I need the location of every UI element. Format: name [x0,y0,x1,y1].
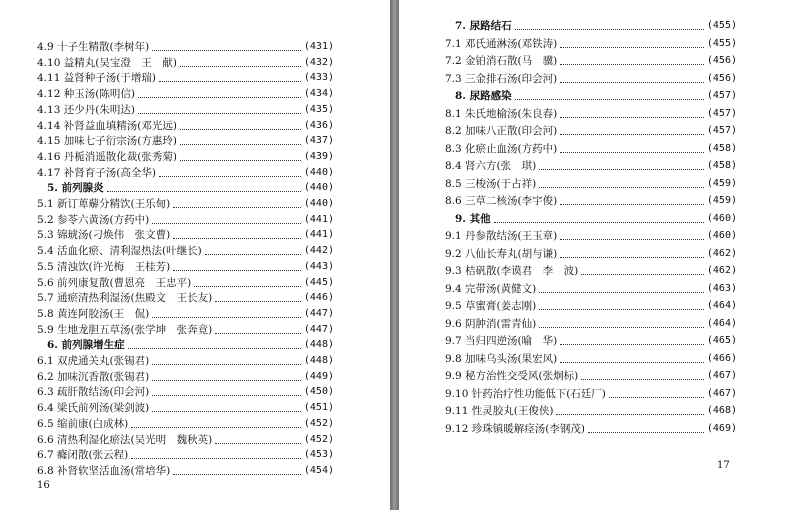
dot-leader [173,237,301,239]
toc-entry [445,192,737,210]
toc-entry-title: 8.6 三草二核汤(李宇俊) [445,195,558,207]
toc-entry-page: (447) [303,307,334,319]
dot-leader [131,457,301,459]
toc-entry-page: (451) [303,402,334,414]
dot-leader [152,49,301,51]
toc-right [399,0,793,510]
dot-leader [152,363,301,365]
toc-entry-page: (464) [706,317,737,329]
dot-leader [173,269,301,271]
dot-leader [180,65,301,67]
toc-left [0,0,390,510]
dot-leader [131,426,301,428]
toc-entry-page: (449) [303,370,334,382]
toc-entry-title: 5.9 生地龙胆五草汤(张学坤 张奔竟) [37,323,213,336]
toc-entry [445,35,737,53]
toc-entry [445,385,737,403]
toc-entry-page: (465) [706,335,737,346]
toc-entry-page: (460) [706,212,737,224]
toc-entry-title: 6.2 加味沉香散(张锡君) [37,370,150,383]
toc-entry-page: (434) [303,88,334,100]
toc-entry-title: 4.16 丹栀消遥散化裁(张秀菊) [37,150,177,163]
toc-entry-title: 5.4 活血化瘀、清利湿热法(叶继长) [37,245,202,258]
toc-entry [445,70,737,88]
dot-leader [581,378,704,380]
toc-entry-page: (457) [706,125,737,136]
toc-entry-page: (435) [303,103,334,115]
toc-entry-title: 4.9 十子生精散(李树年) [37,41,150,53]
toc-entry-title: 8.2 加味八正散(印会河) [445,125,558,137]
toc-entry-title: 7.2 金铂消石散(马 骥) [445,55,558,67]
toc-entry-title: 9.10 针药治疗性功能低下(石廷厂) [445,387,606,400]
toc-entry-page: (452) [303,433,334,445]
dot-leader [152,410,301,412]
toc-entry-title: 4.11 益肾种子汤(于增瑞) [37,72,156,85]
toc-entry-title: 6.5 缩前康(白成林) [37,417,129,430]
dot-leader [560,46,704,48]
toc-entry-title: 9.3 桔矾散(李谟君 李 波) [445,265,579,277]
dot-leader [180,143,301,145]
toc-entry-title: 9.5 草蜜膏(姜志刚) [445,300,537,312]
toc-entry-page: (458) [706,160,737,171]
toc-entry-page: (468) [706,405,737,416]
toc-entry-title: 8. 尿路感染 [455,90,512,102]
toc-entry-page: (466) [706,352,737,364]
toc-entry [445,245,737,263]
toc-entry-page: (455) [706,20,737,31]
dot-leader [560,361,704,363]
toc-entry [37,462,334,480]
toc-entry-title: 5.1 新订萆薢分精饮(王乐甸) [37,198,171,210]
toc-entry-page: (446) [303,292,334,304]
toc-entry-page: (467) [706,387,737,399]
toc-entry-title: 5.5 清浊饮(许光梅 王桂芳) [37,260,171,273]
dot-leader [556,413,703,415]
toc-entry-title: 5.2 参苓六黄汤(方药中) [37,213,150,226]
dot-leader [152,394,301,396]
dot-leader [152,222,301,224]
toc-entry-title: 8.3 化瘀止血汤(方药中) [445,142,558,155]
toc-entry-page: (459) [706,195,737,206]
toc-entry [445,140,737,158]
page-number-right: 17 [717,460,730,471]
toc-entry-page: (469) [706,422,737,434]
dot-leader [205,253,301,255]
toc-entry-title: 5.7 通瘀清热利湿汤(焦殿文 王长友) [37,292,213,305]
dot-leader [494,221,704,223]
toc-entry-title: 4.10 益精丸(吴宝澄 王 献) [37,56,177,69]
dot-leader [588,431,704,433]
dot-leader [539,326,704,328]
dot-leader [560,343,704,345]
toc-entry-page: (454) [303,464,334,476]
toc-entry [445,262,737,280]
toc-entry-title: 6.3 疏肝散结汤(印会河) [37,386,150,399]
toc-entry-page: (462) [706,265,737,276]
toc-entry-page: (467) [706,370,737,381]
toc-entry-page: (432) [303,56,334,68]
dot-leader [560,256,704,258]
toc-entry-page: (440) [303,182,334,194]
toc-entry-title: 8.1 朱氏地榆汤(朱良春) [445,107,558,120]
toc-entry-title: 6.6 清热利湿化瘀法(吴光明 魏秋英) [37,433,213,446]
toc-entry [445,350,737,368]
toc-entry [445,52,737,70]
toc-entry-title: 8.5 三梭汤(于占祥) [445,177,537,190]
dot-leader [560,151,704,153]
toc-entry-title: 9. 其他 [455,212,491,225]
toc-entry-page: (458) [706,142,737,154]
toc-entry-title: 7.3 三金排石汤(印会河) [445,72,558,85]
toc-entry-page: (448) [303,355,334,366]
dot-leader [539,186,704,188]
toc-entry-title: 5. 前列腺炎 [47,182,104,195]
toc-entry-title: 8.4 肾六方(张 琪) [445,160,537,172]
toc-entry-title: 9.1 丹参散结汤(王玉章) [445,230,558,242]
dot-leader [194,285,301,287]
toc-entry-title: 6.8 补肾软坚活血汤(常培华) [37,464,171,477]
toc-entry [445,122,737,140]
toc-entry-title: 4.14 补肾益血填精汤(邓光远) [37,119,177,132]
right-page [399,0,793,510]
toc-entry-page: (439) [303,150,334,162]
toc-entry-title: 9.11 性灵胶丸(王俊侠) [445,405,554,417]
dot-leader [560,203,704,205]
dot-leader [180,128,301,130]
toc-entry-page: (431) [303,41,334,52]
toc-entry-title: 4.13 还少丹(朱明达) [37,103,135,116]
toc-entry-page: (450) [303,386,334,398]
toc-section-heading [455,87,737,105]
toc-entry-page: (441) [303,213,334,225]
toc-entry-page: (463) [706,282,737,294]
dot-leader [539,291,704,293]
toc-entry [445,297,737,315]
dot-leader [560,238,704,240]
toc-entry-page: (460) [706,230,737,241]
toc-entry-title: 9.7 当归四逆汤(喻 华) [445,335,558,347]
dot-leader [560,133,704,135]
dot-leader [152,316,301,318]
dot-leader [539,168,704,170]
dot-leader [215,332,301,334]
toc-entry-page: (452) [303,417,334,429]
toc-entry-page: (436) [303,119,334,131]
dot-leader [152,379,301,381]
dot-leader [560,116,704,118]
toc-entry [445,402,737,420]
toc-entry-page: (445) [303,276,334,288]
toc-entry [445,367,737,385]
toc-entry-title: 9.2 八仙长寿丸(胡与谦) [445,247,558,260]
toc-entry [445,332,737,350]
toc-entry-page: (462) [706,247,737,259]
dot-leader [107,190,301,192]
dot-leader [159,80,301,82]
toc-entry-title: 9.4 完带汤(黄健文) [445,282,537,295]
dot-leader [215,442,301,444]
toc-entry-title: 5.8 黄连阿胶汤(王 侃) [37,307,150,320]
toc-entry [445,420,737,438]
toc-entry-title: 9.9 秘方治性交受风(张炯标) [445,370,579,382]
toc-section-heading [455,210,737,228]
dot-leader [609,396,704,398]
toc-entry-page: (464) [706,300,737,311]
toc-entry-title: 4.15 加味七子衍宗汤(方惠玲) [37,135,177,148]
dot-leader [173,473,301,475]
dot-leader [515,28,704,30]
toc-entry [445,315,737,333]
toc-entry-page: (457) [706,90,737,101]
toc-entry [445,105,737,123]
toc-entry-page: (459) [706,177,737,189]
toc-entry-page: (456) [706,72,737,84]
toc-entry-page: (442) [303,245,334,257]
dot-leader [159,175,301,177]
toc-entry-title: 7. 尿路结石 [455,20,512,32]
dot-leader [138,96,301,98]
toc-entry-page: (448) [303,339,334,351]
toc-entry-page: (456) [706,55,737,66]
toc-entry [445,175,737,193]
dot-leader [515,98,704,100]
dot-leader [180,159,301,161]
dot-leader [560,63,704,65]
toc-entry-title: 6.7 癃闭散(张云程) [37,449,129,462]
toc-entry-page: (455) [706,37,737,49]
toc-entry-page: (433) [303,72,334,84]
toc-entry-page: (457) [706,107,737,119]
dot-leader [539,308,704,310]
dot-leader [128,347,301,349]
dot-leader [215,300,301,302]
toc-entry [445,280,737,298]
toc-entry-title: 5.6 前列康复散(曹恩亮 王忠平) [37,276,192,289]
toc-entry-page: (443) [303,260,334,272]
toc-entry-title: 9.8 加味乌头汤(果宏风) [445,352,558,365]
toc-entry-page: (453) [303,449,334,461]
toc-entry [445,157,737,175]
dot-leader [138,112,301,114]
toc-entry-title: 6. 前列腺增生症 [47,339,125,352]
dot-leader [581,273,704,275]
toc-entry-title: 5.3 锦琥汤(刁焕伟 张文曹) [37,229,171,242]
toc-entry-page: (441) [303,229,334,241]
toc-entry-page: (440) [303,166,334,178]
toc-entry-title: 7.1 邓氏通淋汤(邓铁涛) [445,37,558,50]
book-gutter [390,0,399,510]
dot-leader [560,81,704,83]
dot-leader [173,206,301,208]
toc-entry [445,227,737,245]
toc-entry-title: 4.12 种玉汤(陈明信) [37,88,135,101]
toc-entry-page: (437) [303,135,334,147]
toc-entry-title: 9.6 阴肿消(雷青仙) [445,317,537,330]
toc-section-heading [455,17,737,35]
left-page [0,0,390,510]
toc-entry-page: (447) [303,323,334,335]
toc-entry-title: 6.1 双虎通关丸(张锡君) [37,355,150,367]
toc-entry-title: 6.4 梁氏前列汤(梁剑波) [37,402,150,415]
page-number-left: 16 [37,480,50,491]
toc-entry-page: (440) [303,198,334,209]
toc-entry-title: 9.12 珍珠镇暖解痉汤(李钢茂) [445,422,585,435]
toc-entry-title: 4.17 补肾育子汤(高全华) [37,166,156,179]
